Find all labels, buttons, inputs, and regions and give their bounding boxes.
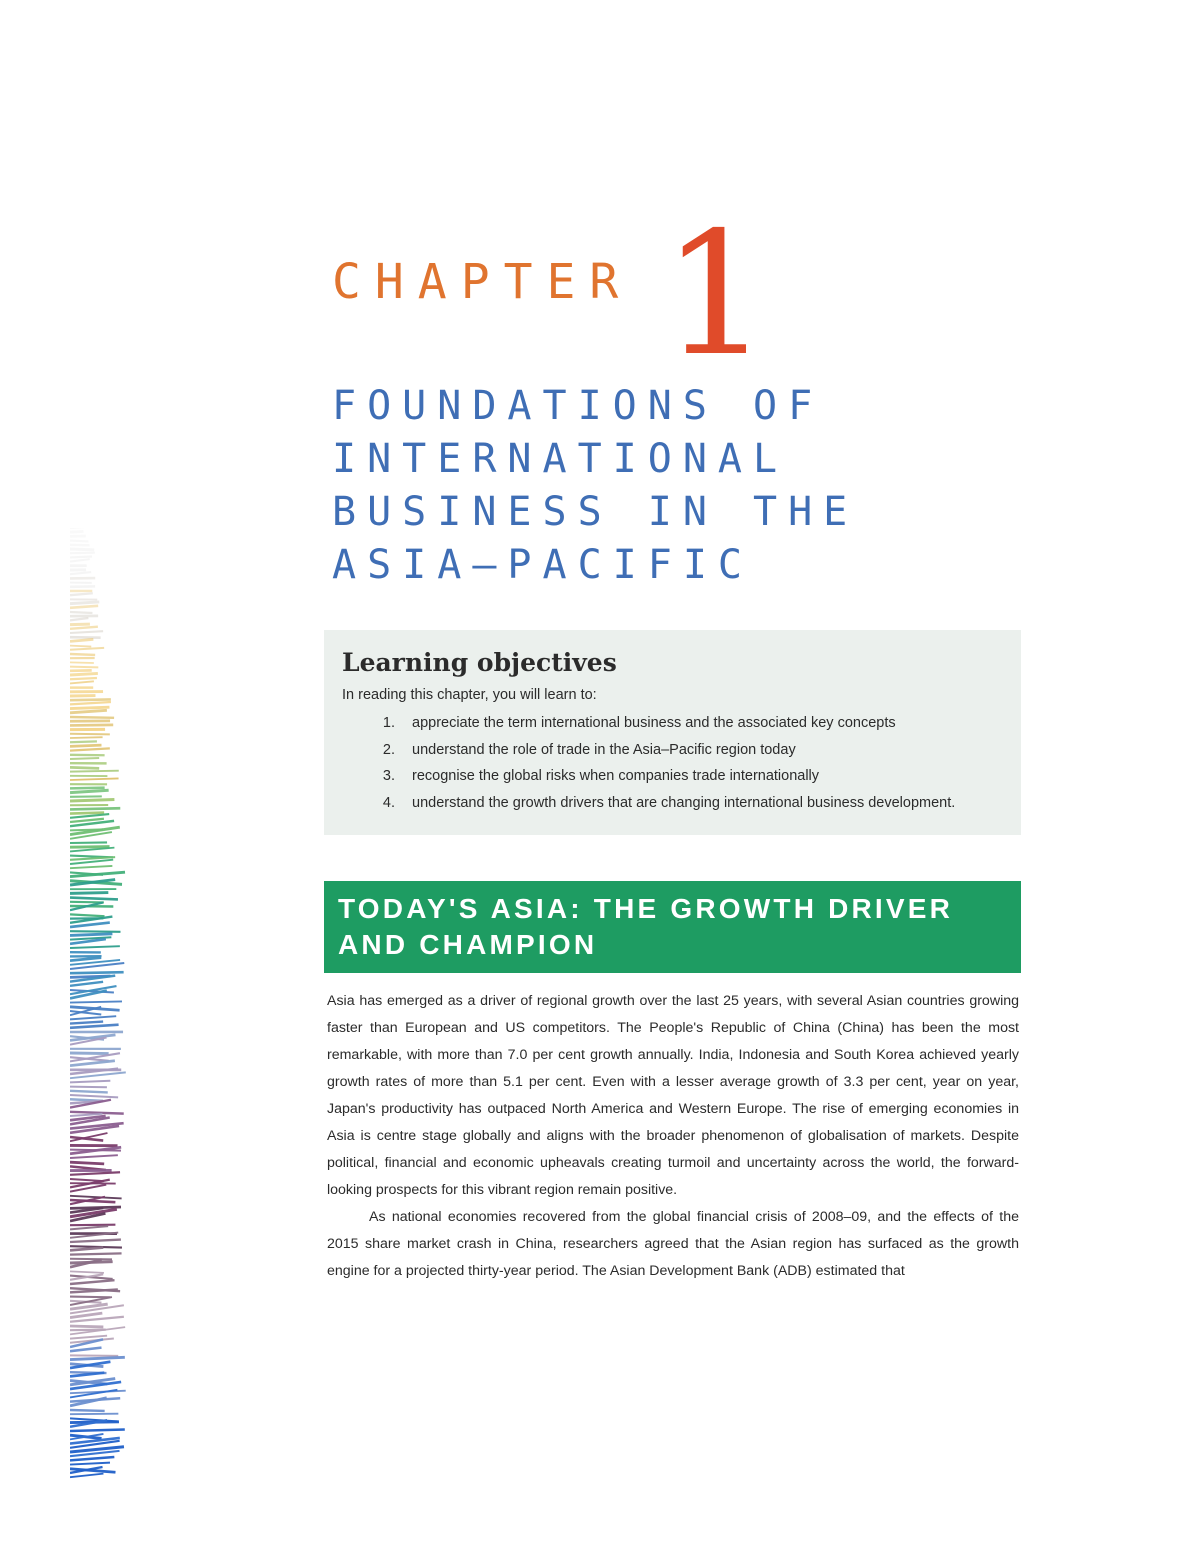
decorative-stripe — [70, 541, 88, 542]
learning-objectives-list — [342, 710, 1003, 816]
decorative-stripe — [70, 778, 119, 780]
chapter-number: 1 — [662, 196, 771, 394]
decorative-stripe — [70, 1081, 110, 1083]
list-item-text: recognise the global risks when companies trade internationally — [412, 768, 820, 784]
decorative-stripe — [70, 553, 95, 554]
list-item-number: 1. — [382, 715, 395, 731]
decorative-stripe — [70, 678, 97, 679]
decorative-stripe — [70, 1162, 104, 1164]
decorative-stripe — [70, 758, 99, 759]
decorative-stripe — [70, 1289, 118, 1292]
decorative-stripe — [70, 914, 105, 916]
decorative-stripe — [70, 1226, 108, 1229]
decorative-stripe — [70, 549, 94, 550]
decorative-stripe — [70, 545, 90, 546]
decorative-stripe — [70, 646, 91, 647]
decorative-stripe — [70, 531, 83, 532]
decorative-stripe — [70, 741, 97, 742]
list-item-number: 3. — [382, 768, 395, 784]
decorative-stripe — [70, 898, 118, 900]
decorative-stripe — [70, 790, 109, 792]
decorative-stripe — [70, 1429, 125, 1431]
decorative-stripe — [70, 1253, 122, 1254]
body-paragraph: Asia has emerged as a driver of regional growth over the last 25 years, with several Asian countries growing faster than European and US competitors. The People's Republic of China (China) has been the most remarkable, with more than 7.0 per cent growth annually. India, Indonesia and South Korea achieved yearly growth rates of more than 5.1 per cent. Even with a lesser average growth of 3.3 per cent, year on year, Japan's productivity has outpaced North America and Western Europe. The rise of emerging economies in Asia is centre stage globally and aligns with the broader phenomenon of globalisation of markets. Despite political, financial and economic upheavals creating turmoil and uncertainty across the world, the forward-looking prospects for this vibrant region remain positive. — [327, 993, 1019, 1198]
decorative-stripe — [70, 631, 103, 633]
decorative-stripe — [70, 1357, 125, 1359]
decorative-stripe — [70, 813, 104, 814]
decorative-stripe — [70, 673, 98, 675]
decorative-stripe — [70, 707, 109, 708]
body-text — [327, 988, 1019, 1285]
decorative-stripe — [70, 972, 124, 973]
decorative-stripe — [70, 767, 99, 768]
decorative-stripe — [70, 1348, 102, 1352]
decorative-stripe — [70, 1297, 110, 1298]
decorative-stripe — [70, 1280, 115, 1284]
list-item-text: understand the role of trade in the Asia–Pacific region today — [412, 741, 796, 758]
chapter-label: CHAPTER — [332, 254, 633, 310]
decorative-stripe — [70, 618, 88, 620]
decorative-stripe — [70, 654, 95, 655]
decorative-stripe — [70, 1336, 107, 1339]
decorative-stripe — [70, 1022, 103, 1024]
decorative-stripe — [70, 1155, 118, 1158]
chapter-title-line: BUSINESS IN THE — [332, 489, 859, 535]
decorative-stripe — [70, 639, 93, 641]
decorative-stripe — [70, 934, 112, 936]
chapter-title-line: FOUNDATIONS OF — [332, 383, 824, 429]
decorative-stripe — [70, 847, 110, 848]
list-item-text: understand the growth drivers that are changing international business development. — [412, 794, 956, 811]
decorative-stripe — [70, 1463, 110, 1465]
decorative-stripe — [70, 572, 91, 574]
decorative-stripe — [70, 702, 111, 704]
decorative-stripe — [70, 734, 110, 735]
decorative-stripe — [70, 1091, 108, 1093]
decorative-stripe — [70, 788, 105, 789]
list-item-number: 4. — [382, 794, 395, 811]
decorative-stripe — [70, 1326, 103, 1327]
decorative-stripe — [70, 771, 119, 772]
decorative-stripe — [70, 1248, 103, 1251]
decorative-stripe — [70, 637, 101, 638]
decorative-stripe — [70, 866, 112, 868]
decorative-stripe — [70, 1225, 115, 1226]
decorative-stripe — [70, 1016, 116, 1019]
list-item — [342, 710, 1003, 737]
list-item-number: 2. — [382, 741, 395, 758]
decorative-stripe — [70, 842, 107, 843]
decorative-stripe — [70, 1240, 121, 1242]
decorative-stripe — [70, 1410, 105, 1411]
decorative-stripe — [70, 808, 120, 809]
list-item — [342, 763, 1003, 790]
decorative-stripe — [70, 1355, 118, 1356]
decorative-stripe — [70, 958, 101, 961]
decorative-stripe — [70, 1095, 118, 1097]
decorative-stripe — [70, 737, 103, 738]
decorative-stripe — [70, 1313, 102, 1317]
decorative-stripe — [70, 931, 120, 932]
chapter-title-line: ASIA–PACIFIC — [332, 542, 753, 588]
decorative-stripe — [70, 662, 94, 663]
decorative-stripe — [70, 667, 98, 668]
decorative-stripe — [70, 982, 103, 986]
decorative-stripes-icon — [70, 528, 126, 1480]
list-item-text: appreciate the term international business and the associated key concepts — [412, 715, 896, 731]
decorative-stripe — [70, 1025, 119, 1028]
decorative-stripe — [70, 1271, 104, 1272]
decorative-stripe — [70, 893, 108, 894]
chapter-title-line: INTERNATIONAL — [332, 436, 789, 482]
decorative-stripe — [70, 627, 98, 629]
decorative-stripe — [70, 648, 104, 650]
decorative-stripe — [70, 1172, 120, 1175]
learning-objectives-box — [324, 630, 1021, 835]
decorative-stripe — [70, 1457, 114, 1460]
learning-objectives-heading: Learning objectives — [342, 648, 617, 677]
decorative-stripe — [70, 606, 98, 608]
decorative-stripe — [70, 1474, 103, 1478]
chapter-title — [332, 380, 858, 592]
decorative-stripe — [70, 923, 110, 927]
decorative-stripe — [70, 748, 110, 750]
body-paragraph: As national economies recovered from the global financial crisis of 2008–09, and the effects of the 2015 share market crash in China, researchers agreed that the Asian region has surfaced as the growth engine for a projected thirty-year period. The Asian Development Bank (ADB) estimated that — [327, 1209, 1019, 1279]
decorative-stripe — [70, 799, 114, 801]
decorative-stripe — [70, 1259, 112, 1260]
decorative-stripe — [70, 1061, 115, 1066]
decorative-stripe — [70, 556, 92, 557]
decorative-stripe — [70, 946, 120, 948]
decorative-stripe — [70, 717, 114, 718]
section-heading — [324, 881, 1021, 973]
decorative-stripe — [70, 612, 92, 613]
list-item — [342, 790, 1003, 817]
decorative-stripe — [70, 745, 101, 746]
decorative-stripe — [70, 559, 90, 561]
decorative-stripe — [70, 593, 93, 595]
section-heading-line: AND CHAMPION — [338, 929, 598, 960]
decorative-stripe — [70, 725, 113, 726]
list-item — [342, 737, 1003, 764]
decorative-stripe — [70, 681, 94, 683]
decorative-stripe — [70, 1087, 107, 1088]
decorative-stripe — [70, 1053, 109, 1054]
decorative-stripe — [70, 710, 107, 712]
decorative-stripe — [70, 699, 111, 700]
decorative-stripe — [70, 602, 99, 604]
decorative-stripe — [70, 1001, 122, 1002]
section-heading-line: TODAY'S ASIA: THE GROWTH DRIVER — [338, 893, 954, 924]
decorative-stripe — [70, 624, 90, 625]
learning-objectives-intro: In reading this chapter, you will learn to: — [342, 687, 597, 703]
